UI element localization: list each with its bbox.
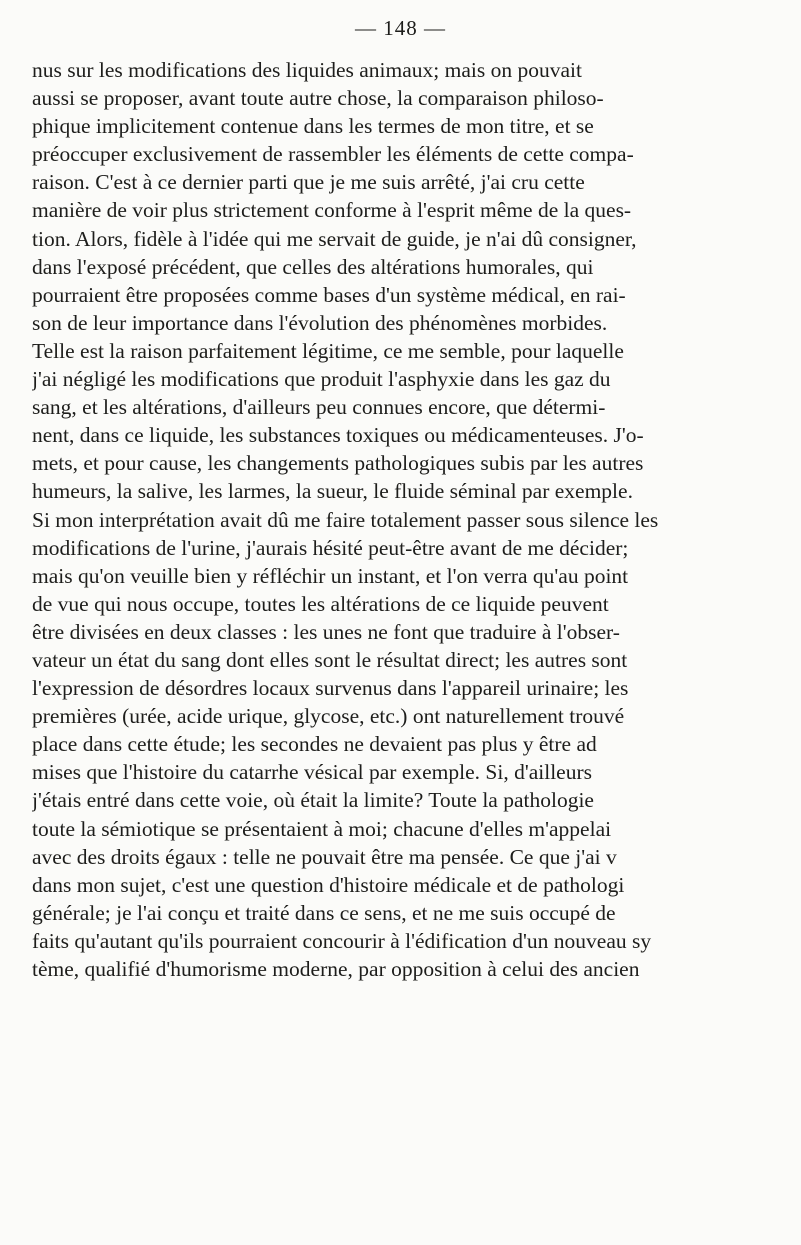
text-line: tème, qualifié d'humorisme moderne, par opposition à celui des ancien bbox=[32, 957, 640, 981]
text-line: humeurs, la salive, les larmes, la sueur, le fluide séminal par exemple. bbox=[32, 479, 633, 504]
text-line: tion. Alors, fidèle à l'idée qui me servait de guide, je n'ai dû consigner, bbox=[32, 226, 637, 251]
text-line: préoccuper exclusivement de rassembler les éléments de cette compa- bbox=[32, 142, 634, 167]
text-line: place dans cette étude; les secondes ne devaient pas plus y être ad bbox=[32, 732, 597, 757]
text-line: toute la sémiotique se présentaient à moi; chacune d'elles m'appelai bbox=[32, 816, 612, 841]
text-line: j'ai négligé les modifications que produit l'asphyxie dans les gaz du bbox=[32, 367, 611, 392]
text-line: modifications de l'urine, j'aurais hésité peut-être avant de me décider; bbox=[32, 535, 629, 560]
page-number: — 148 — bbox=[355, 16, 446, 40]
text-line: faits qu'autant qu'ils pourraient concourir à l'édification d'un nouveau sy bbox=[32, 928, 652, 953]
text-line: générale; je l'ai conçu et traité dans ce sens, et ne me suis occupé de bbox=[32, 900, 616, 925]
text-line: mais qu'on veuille bien y réfléchir un instant, et l'on verra qu'au point bbox=[32, 563, 629, 588]
text-line: être divisées en deux classes : les unes ne font que traduire à l'obser- bbox=[32, 619, 620, 644]
text-line: dans mon sujet, c'est une question d'histoire médicale et de pathologi bbox=[32, 872, 625, 897]
text-line: de vue qui nous occupe, toutes les altérations de ce liquide peuvent bbox=[32, 591, 609, 616]
text-line: Telle est la raison parfaitement légitime, ce me semble, pour laquelle bbox=[32, 338, 624, 363]
text-line: manière de voir plus strictement conforme à l'esprit même de la ques- bbox=[32, 198, 632, 223]
text-line: nus sur les modifications des liquides animaux; mais on pouvait bbox=[32, 58, 582, 82]
text-line: mets, et pour cause, les changements pathologiques subis par les autres bbox=[32, 451, 644, 476]
text-line: Si mon interprétation avait dû me faire totalement passer sous silence les bbox=[32, 507, 659, 532]
text-line: aussi se proposer, avant toute autre chose, la comparaison philoso- bbox=[32, 86, 604, 111]
text-line: l'expression de désordres locaux survenus dans l'appareil urinaire; les bbox=[32, 676, 629, 701]
text-line: nent, dans ce liquide, les substances toxiques ou médicamenteuses. J'o- bbox=[32, 423, 644, 448]
text-line: avec des droits égaux : telle ne pouvait être ma pensée. Ce que j'ai v bbox=[32, 844, 617, 869]
text-line: raison. C'est à ce dernier parti que je me suis arrêté, j'ai cru cette bbox=[32, 170, 585, 195]
text-line: vateur un état du sang dont elles sont le résultat direct; les autres sont bbox=[32, 647, 628, 672]
text-line: premières (urée, acide urique, glycose, etc.) ont naturellement trouvé bbox=[32, 704, 625, 729]
body-text bbox=[32, 56, 801, 983]
text-line: pourraient être proposées comme bases d'un système médical, en rai- bbox=[32, 282, 626, 307]
text-line: sang, et les altérations, d'ailleurs peu connues encore, que détermi- bbox=[32, 395, 606, 420]
text-line: son de leur importance dans l'évolution des phénomènes morbides. bbox=[32, 310, 608, 335]
text-line: j'étais entré dans cette voie, où était la limite? Toute la pathologie bbox=[32, 788, 594, 813]
text-line: phique implicitement contenue dans les termes de mon titre, et se bbox=[32, 114, 594, 139]
text-line: dans l'exposé précédent, que celles des altérations humorales, qui bbox=[32, 254, 594, 279]
text-line: mises que l'histoire du catarrhe vésical par exemple. Si, d'ailleurs bbox=[32, 760, 592, 785]
